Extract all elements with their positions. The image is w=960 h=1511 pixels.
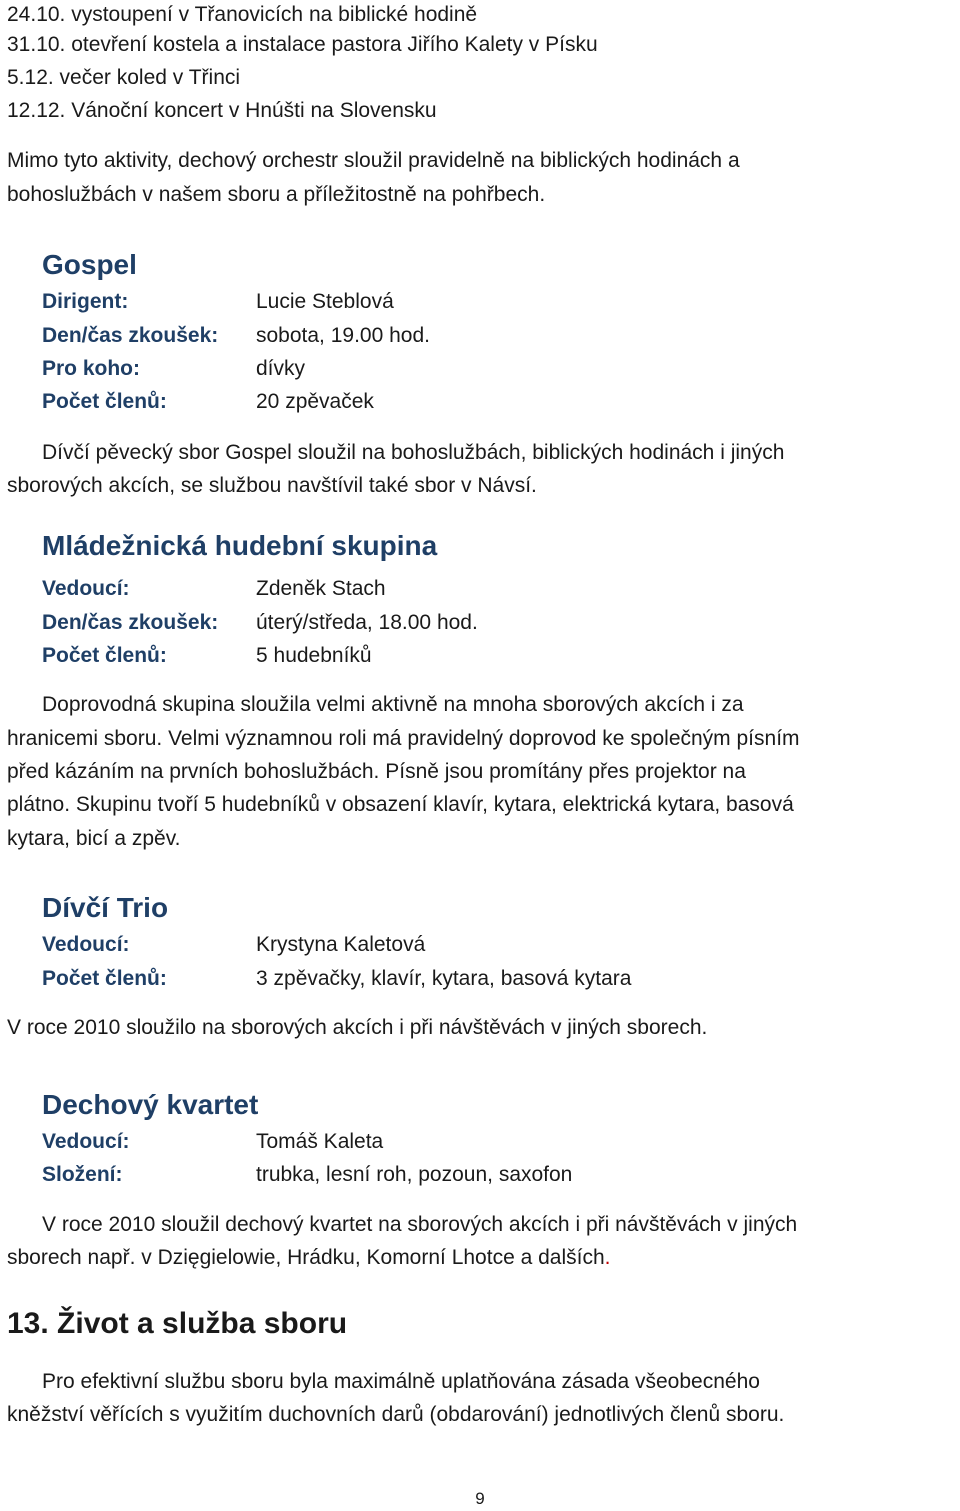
paragraph-line: plátno. Skupinu tvoří 5 hudebníků v obsazení klavír, kytara, elektrická kytara, basová xyxy=(7,793,794,816)
paragraph-line: V roce 2010 sloužil dechový kvartet na sborových akcích i při návštěvách v jiných xyxy=(42,1213,798,1236)
paragraph-line: kytara, bicí a zpěv. xyxy=(7,827,181,850)
paragraph-line xyxy=(7,1245,610,1271)
field-label: Počet členů: xyxy=(42,644,167,667)
page-number: 9 xyxy=(475,1489,485,1508)
paragraph-line: sborových akcích, se službou navštívil také sbor v Návsí. xyxy=(7,474,537,497)
field-label: Pro koho: xyxy=(42,357,140,380)
paragraph-line: Dívčí pěvecký sbor Gospel sloužil na bohoslužbách, biblických hodinách i jiných xyxy=(42,441,785,464)
field-value: úterý/středa, 18.00 hod. xyxy=(256,611,478,634)
field-value: dívky xyxy=(256,357,306,380)
section-heading-youth-band: Mládežnická hudební skupina xyxy=(42,530,438,561)
event-line: 12.12. Vánoční koncert v Hnúšti na Slovensku xyxy=(7,99,437,122)
field-label: Vedoucí: xyxy=(42,577,130,600)
event-line: 5.12. večer koled v Třinci xyxy=(7,66,241,89)
field-value: Krystyna Kaletová xyxy=(256,933,426,956)
section-heading-wind-quartet: Dechový kvartet xyxy=(42,1089,259,1120)
paragraph-line: V roce 2010 sloužilo na sborových akcích i při návštěvách v jiných sborech. xyxy=(7,1016,708,1039)
field-label: Vedoucí: xyxy=(42,1130,130,1153)
event-line: 31.10. otevření kostela a instalace pastora Jiřího Kalety v Písku xyxy=(7,33,598,56)
field-value: Lucie Steblová xyxy=(256,290,394,313)
field-value: Tomáš Kaleta xyxy=(256,1130,384,1153)
field-value: Zdeněk Stach xyxy=(256,577,386,600)
field-value: 3 zpěvačky, klavír, kytara, basová kytara xyxy=(256,967,632,990)
paragraph-line: Mimo tyto aktivity, dechový orchestr sloužil pravidelně na biblických hodinách a xyxy=(7,149,740,172)
field-value: trubka, lesní roh, pozoun, saxofon xyxy=(256,1163,573,1186)
paragraph-line: kněžství věřících s využitím duchovních darů (obdarování) jednotlivých členů sboru. xyxy=(7,1403,785,1426)
field-label: Vedoucí: xyxy=(42,933,130,956)
field-label: Dirigent: xyxy=(42,290,129,313)
field-label: Den/čas zkoušek: xyxy=(42,611,219,634)
field-label: Počet členů: xyxy=(42,390,167,413)
section-heading-gospel: Gospel xyxy=(42,249,137,280)
trailing-period: . xyxy=(604,1246,611,1269)
paragraph-line: Pro efektivní službu sboru byla maximálně uplatňována zásada všeobecného xyxy=(42,1370,760,1393)
paragraph-line: bohoslužbách v našem sboru a příležitostně na pohřbech. xyxy=(7,183,546,206)
event-line: 24.10. vystoupení v Třanovicích na biblické hodině xyxy=(7,3,478,26)
field-value: sobota, 19.00 hod. xyxy=(256,324,430,347)
field-label: Den/čas zkoušek: xyxy=(42,324,219,347)
paragraph-line: před kázáním na prvních bohoslužbách. Písně jsou promítány přes projektor na xyxy=(7,760,746,783)
paragraph-line: hranicemi sboru. Velmi významnou roli má pravidelný doprovod ke společným písním xyxy=(7,727,800,750)
field-value: 5 hudebníků xyxy=(256,644,372,667)
paragraph-text: sborech např. v Dzięgielowie, Hrádku, Komorní Lhotce a dalších xyxy=(7,1246,605,1269)
paragraph-line: Doprovodná skupina sloužila velmi aktivně na mnoha sborových akcích i za xyxy=(42,693,744,716)
chapter-heading-13: 13. Život a služba sboru xyxy=(7,1307,348,1340)
section-heading-girls-trio: Dívčí Trio xyxy=(42,892,169,923)
field-value: 20 zpěvaček xyxy=(256,390,374,413)
field-label: Počet členů: xyxy=(42,967,167,990)
field-label: Složení: xyxy=(42,1163,123,1186)
